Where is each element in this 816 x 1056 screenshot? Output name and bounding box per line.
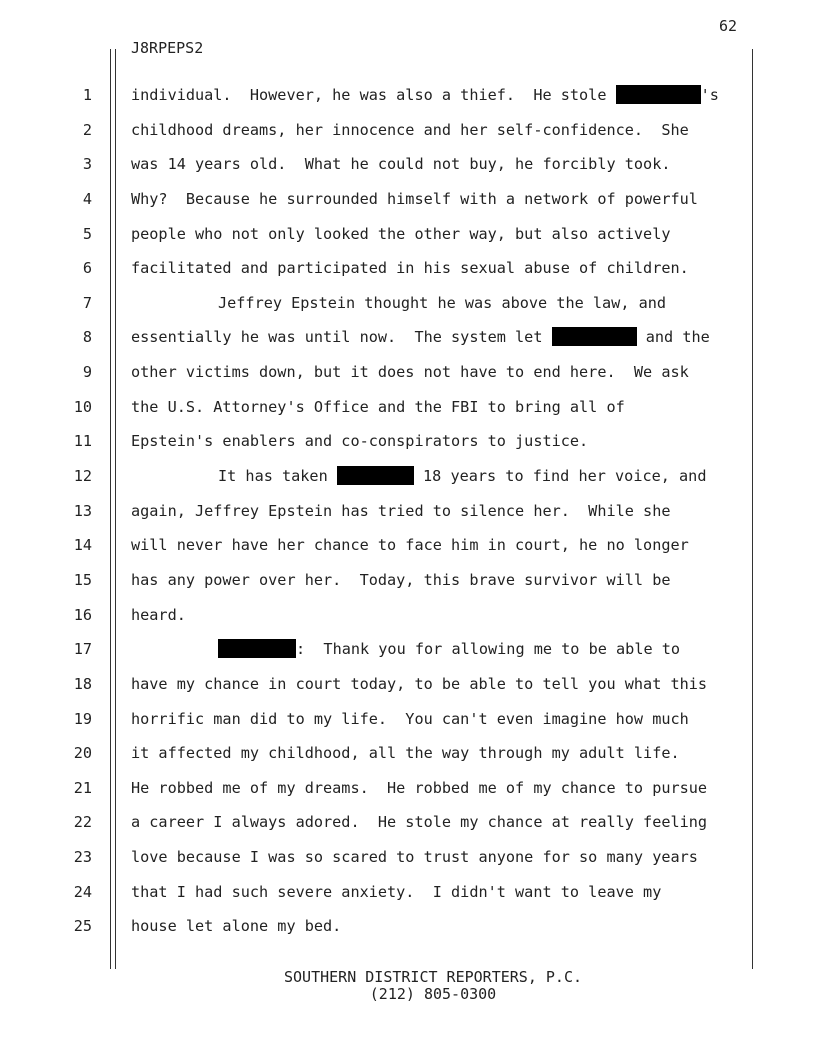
line-text-main: love because I was so scared to trust anyone for so many years xyxy=(131,848,698,867)
line-text-main: a career I always adored. He stole my chance at really feeling xyxy=(131,813,708,832)
line-number: 4 xyxy=(82,189,92,208)
line-text xyxy=(131,187,698,211)
transcript-line xyxy=(0,707,816,742)
transcript-line xyxy=(0,222,816,257)
line-number: 21 xyxy=(73,778,92,797)
line-text-main: has any power over her. Today, this brave survivor will be xyxy=(131,570,671,589)
line-text xyxy=(131,533,689,557)
footer-rule-left-1 xyxy=(110,957,111,969)
line-text xyxy=(131,464,706,488)
line-text-after-redaction: 18 years to find her voice, and xyxy=(413,467,707,486)
line-number: 23 xyxy=(73,848,92,867)
line-number: 2 xyxy=(82,120,92,139)
transcript-line xyxy=(0,429,816,464)
line-text xyxy=(131,222,670,246)
line-text xyxy=(131,118,689,142)
line-number: 7 xyxy=(82,293,92,312)
footer-rule-left-2 xyxy=(115,957,116,969)
line-text-after-redaction: : Thank you for allowing me to be able to xyxy=(296,640,681,659)
transcript-line xyxy=(0,568,816,603)
line-text-main: individual. However, he was also a thief. He stole xyxy=(131,86,616,104)
transcript-line xyxy=(0,741,816,776)
line-text-main: essentially he was until now. The system let xyxy=(131,328,552,347)
footer-rule-right xyxy=(752,957,753,969)
line-text-main: It has taken xyxy=(218,467,337,486)
line-text-main: facilitated and participated in his sexual abuse of children. xyxy=(131,259,689,278)
line-text-main: Jeffrey Epstein thought he was above the law, and xyxy=(218,293,667,312)
line-text-main: He robbed me of my dreams. He robbed me of my chance to pursue xyxy=(131,778,708,797)
line-text-after-redaction: 's xyxy=(700,86,719,104)
transcript-line xyxy=(0,256,816,291)
transcript-line xyxy=(0,845,816,880)
line-text-main: will never have her chance to face him in court, he no longer xyxy=(131,536,689,555)
line-number: 3 xyxy=(82,155,92,174)
line-number: 17 xyxy=(73,640,92,659)
transcript-line xyxy=(0,810,816,845)
line-text xyxy=(131,776,707,800)
line-text xyxy=(131,845,698,869)
transcript-lines xyxy=(0,83,816,949)
line-text xyxy=(131,325,710,349)
redaction-box xyxy=(218,639,296,658)
line-text-main: Why? Because he surrounded himself with a network of powerful xyxy=(131,189,698,208)
transcript-line xyxy=(0,187,816,222)
line-text xyxy=(131,395,625,419)
line-text xyxy=(131,291,666,315)
line-text xyxy=(131,499,670,523)
line-text-main: childhood dreams, her innocence and her self-confidence. She xyxy=(131,120,689,139)
page-number: 62 xyxy=(719,17,738,35)
line-number: 1 xyxy=(82,86,92,104)
line-number: 15 xyxy=(73,570,92,589)
line-text xyxy=(131,152,670,176)
line-text-main: heard. xyxy=(131,605,186,624)
line-number: 18 xyxy=(73,674,92,693)
footer xyxy=(0,969,816,1003)
line-text-main: Epstein's enablers and co-conspirators to justice. xyxy=(131,432,589,451)
line-number: 9 xyxy=(82,363,92,382)
line-text-main: horrific man did to my life. You can't even imagine how much xyxy=(131,709,689,728)
line-text xyxy=(131,672,707,696)
line-number: 22 xyxy=(73,813,92,832)
transcript-line xyxy=(0,603,816,638)
line-text-main: that I had such severe anxiety. I didn't want to leave my xyxy=(131,882,662,901)
line-text-main: the U.S. Attorney's Office and the FBI to bring all of xyxy=(131,397,625,416)
transcript-line xyxy=(0,360,816,395)
transcript-line xyxy=(0,914,816,949)
line-text-main: house let alone my bed. xyxy=(131,917,342,936)
line-number: 5 xyxy=(82,224,92,243)
transcript-line xyxy=(0,880,816,915)
line-number: 6 xyxy=(82,259,92,278)
redaction-box xyxy=(616,85,701,104)
redaction-box xyxy=(337,466,414,485)
transcript-line xyxy=(0,395,816,430)
line-text-after-redaction: and the xyxy=(636,328,710,347)
transcript-line xyxy=(0,533,816,568)
case-id: J8RPEPS2 xyxy=(131,39,204,57)
transcript-line xyxy=(0,464,816,499)
line-text xyxy=(131,914,341,938)
line-text xyxy=(131,256,689,280)
line-text-main: again, Jeffrey Epstein has tried to silence her. While she xyxy=(131,501,671,520)
line-number: 16 xyxy=(73,605,92,624)
line-text xyxy=(131,83,719,107)
line-text xyxy=(131,429,588,453)
line-text xyxy=(131,637,680,661)
line-number: 11 xyxy=(73,432,92,451)
line-text xyxy=(131,741,680,765)
line-number: 20 xyxy=(73,744,92,763)
line-number: 14 xyxy=(73,536,92,555)
line-text-main: was 14 years old. What he could not buy, he forcibly took. xyxy=(131,155,671,174)
line-text-main: it affected my childhood, all the way through my adult life. xyxy=(131,744,680,763)
line-number: 10 xyxy=(73,397,92,416)
line-number: 19 xyxy=(73,709,92,728)
transcript-line xyxy=(0,325,816,360)
transcript-line xyxy=(0,291,816,326)
line-number: 12 xyxy=(73,467,92,486)
line-number: 8 xyxy=(82,328,92,347)
line-text xyxy=(131,707,689,731)
reporter-phone: (212) 805-0300 xyxy=(369,985,497,1003)
transcript-line xyxy=(0,152,816,187)
transcript-line xyxy=(0,637,816,672)
line-number: 24 xyxy=(73,882,92,901)
line-text xyxy=(131,568,670,592)
line-number: 13 xyxy=(73,501,92,520)
line-number: 25 xyxy=(73,917,92,936)
transcript-line xyxy=(0,118,816,153)
line-text xyxy=(131,360,689,384)
transcript-line xyxy=(0,499,816,534)
line-text-main: other victims down, but it does not have to end here. We ask xyxy=(131,363,689,382)
transcript-line xyxy=(0,83,816,118)
line-text xyxy=(131,810,707,834)
reporter-company: SOUTHERN DISTRICT REPORTERS, P.C. xyxy=(283,968,582,986)
redaction-box xyxy=(552,327,637,346)
line-text xyxy=(131,880,661,904)
line-text-main: have my chance in court today, to be able to tell you what this xyxy=(131,674,708,693)
transcript-line xyxy=(0,672,816,707)
line-text-main: people who not only looked the other way, but also actively xyxy=(131,224,671,243)
transcript-line xyxy=(0,776,816,811)
line-text xyxy=(131,603,186,627)
